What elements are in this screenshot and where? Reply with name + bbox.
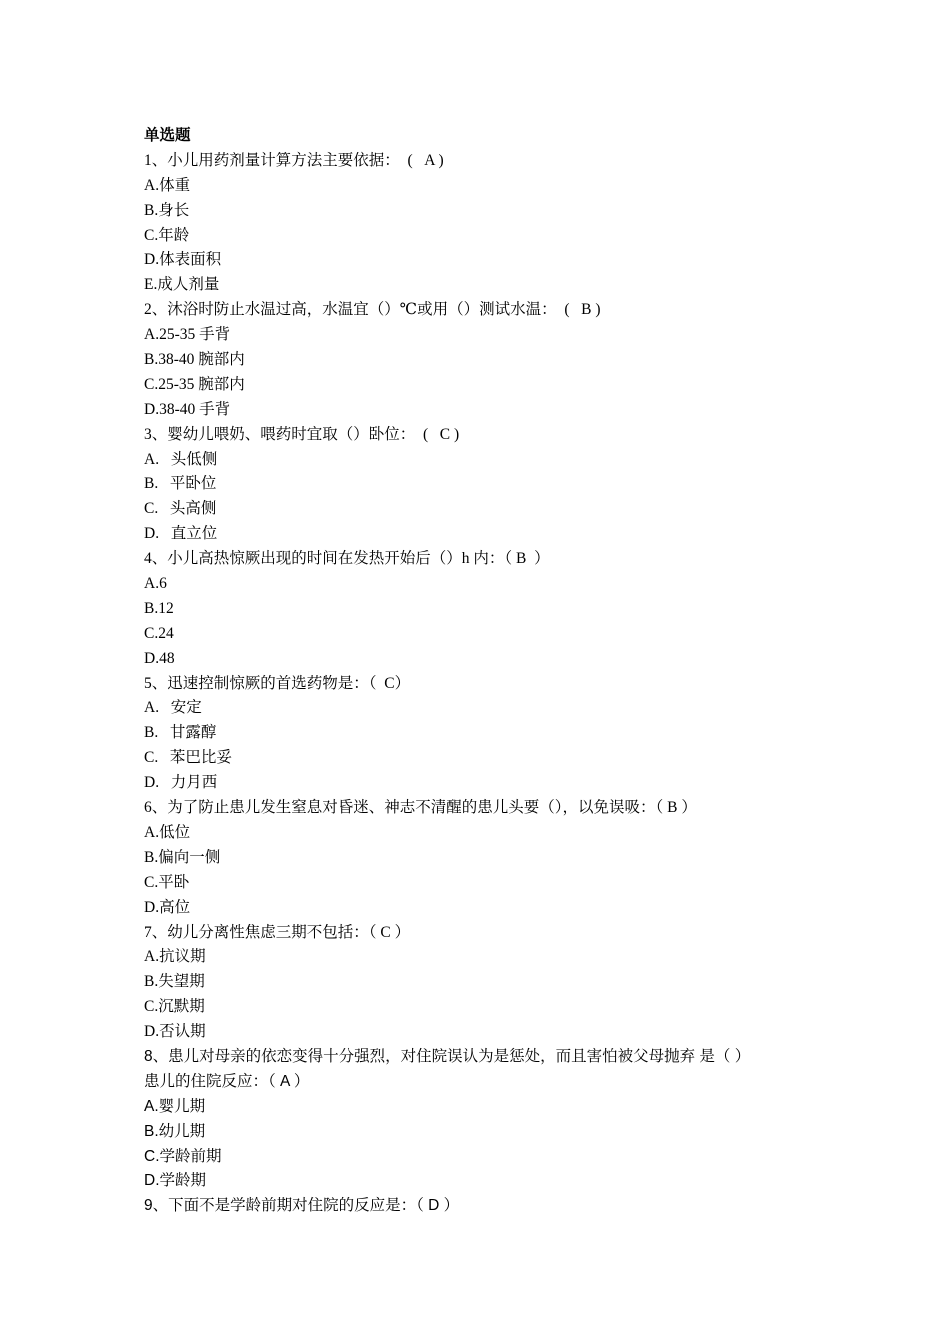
question-line: 5、迅速控制惊厥的首选药物是：（ C） xyxy=(144,674,411,692)
option-line: D.38-40 手背 xyxy=(144,400,231,418)
option-line: B.38-40 腕部内 xyxy=(144,351,245,369)
option-line: D.否认期 xyxy=(144,1023,206,1041)
question-line: 9、下面不是学龄前期对住院的反应是：（ D ） xyxy=(144,1197,460,1215)
option-line: A.低位 xyxy=(144,823,191,841)
question-line-continued: 患儿的住院反应：（ A ） xyxy=(144,1072,310,1090)
option-line: C.学龄前期 xyxy=(144,1147,222,1165)
option-line: A.婴儿期 xyxy=(144,1097,206,1115)
option-line: A. 头低侧 xyxy=(144,450,218,468)
option-line: C.平卧 xyxy=(144,873,190,891)
option-line: B. 甘露醇 xyxy=(144,724,217,742)
question-line: 4、小儿高热惊厥出现的时间在发热开始后（）h 内：（ B ） xyxy=(144,550,550,568)
option-line: C. 头高侧 xyxy=(144,500,217,518)
option-line: C.沉默期 xyxy=(144,998,205,1016)
section-title: 单选题 xyxy=(144,127,191,144)
option-line: A.体重 xyxy=(144,176,191,194)
question-line: 7、幼儿分离性焦虑三期不包括：（ C ） xyxy=(144,923,411,941)
question-line: 6、为了防止患儿发生窒息对昏迷、神志不清醒的患儿头要（），以免误吸：（ B ） xyxy=(144,799,697,817)
option-line: B.12 xyxy=(144,599,174,617)
option-line: C. 苯巴比妥 xyxy=(144,749,232,767)
option-line: B.偏向一侧 xyxy=(144,848,221,866)
option-line: A. 安定 xyxy=(144,699,202,717)
question-list xyxy=(144,149,824,1219)
question-line: 2、沐浴时防止水温过高，水温宜（）℃或用（）测试水温： ( B ) xyxy=(144,301,601,319)
option-line: E.成人剂量 xyxy=(144,276,220,294)
option-line: A.25-35 手背 xyxy=(144,326,231,344)
question-line: 3、婴幼儿喂奶、喂药时宜取（）卧位： ( C ) xyxy=(144,425,460,443)
option-line: D. 力月西 xyxy=(144,774,218,792)
option-line: A.抗议期 xyxy=(144,948,206,966)
option-line: D.高位 xyxy=(144,898,191,916)
option-line: B. 平卧位 xyxy=(144,475,217,493)
option-line: D.学龄期 xyxy=(144,1172,207,1190)
option-line: B.失望期 xyxy=(144,973,205,991)
option-line: D. 直立位 xyxy=(144,525,218,543)
option-line: A.6 xyxy=(144,575,167,593)
option-line: D.48 xyxy=(144,649,175,667)
option-line: B.幼儿期 xyxy=(144,1122,206,1140)
option-line: C.25-35 腕部内 xyxy=(144,375,245,393)
document-content xyxy=(144,124,824,1219)
question-line: 8、患儿对母亲的依恋变得十分强烈，对住院误认为是惩处，而且害怕被父母抛弃 是（ ） xyxy=(144,1047,751,1065)
option-line: C.年龄 xyxy=(144,226,190,244)
option-line: C.24 xyxy=(144,624,174,642)
question-line: 1、小儿用药剂量计算方法主要依据： ( A ) xyxy=(144,151,444,169)
option-line: B.身长 xyxy=(144,201,190,219)
option-line: D.体表面积 xyxy=(144,251,222,269)
